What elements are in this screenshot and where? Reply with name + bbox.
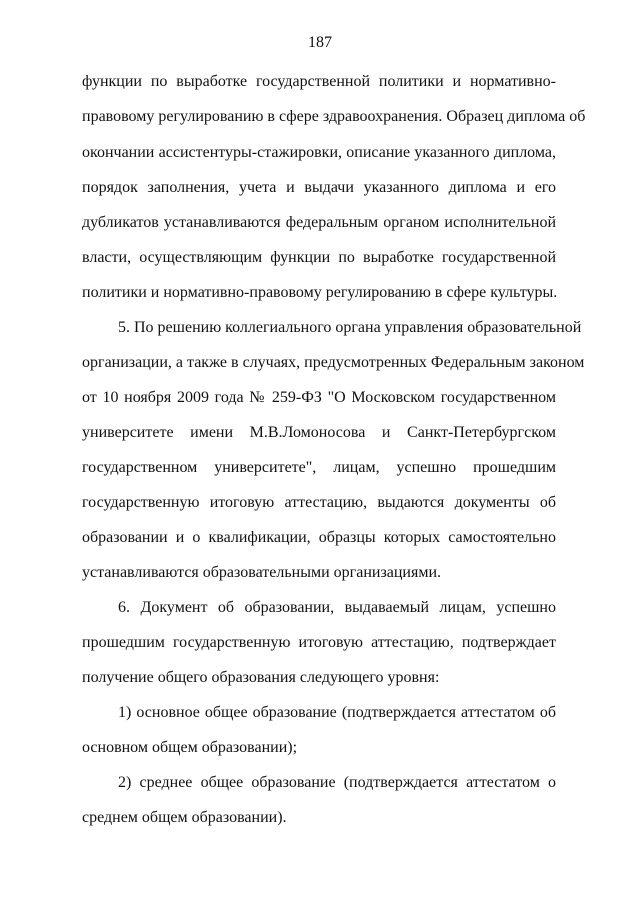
paragraph-5-first-line: 5. По решению коллегиального органа управления образовательной — [118, 319, 582, 336]
text-line: окончании ассистентуры-стажировки, описание указанного диплома, — [82, 144, 556, 161]
text-line: устанавливаются образовательными организациями. — [82, 564, 442, 581]
text-line: политики и нормативно-правовому регулированию в сфере культуры. — [82, 284, 558, 301]
list-item-1: 1) основное общее образование (подтверждается аттестатом об — [118, 704, 556, 721]
page-number: 187 — [308, 34, 332, 51]
text-line: функции по выработке государственной политики и нормативно- — [82, 73, 556, 90]
text-line: государственную итоговую аттестацию, выдаются документы об — [82, 494, 556, 511]
text-line: среднем общем образовании). — [82, 809, 287, 826]
text-line: дубликатов устанавливаются федеральным органом исполнительной — [82, 214, 556, 231]
text-line: власти, осуществляющим функции по выработке государственной — [82, 249, 556, 266]
text-line: прошедшим государственную итоговую аттестацию, подтверждает — [82, 634, 556, 651]
text-line: университете имени М.В.Ломоносова и Санкт-Петербургском — [82, 424, 556, 441]
text-line: получение общего образования следующего уровня: — [82, 669, 440, 686]
paragraph-6-first-line: 6. Документ об образовании, выдаваемый лицам, успешно — [118, 599, 556, 616]
text-line: порядок заполнения, учета и выдачи указанного диплома и его — [82, 179, 556, 196]
text-line: организации, а также в случаях, предусмотренных Федеральным законом — [82, 354, 585, 371]
text-line: от 10 ноября 2009 года № 259-ФЗ "О Московском государственном — [82, 389, 556, 406]
text-line: основном общем образовании); — [82, 739, 298, 756]
text-line: образовании и о квалификации, образцы которых самостоятельно — [82, 529, 556, 546]
text-line: правовому регулированию в сфере здравоохранения. Образец диплома об — [82, 108, 586, 125]
text-line: государственном университете", лицам, успешно прошедшим — [82, 459, 556, 476]
list-item-2: 2) среднее общее образование (подтверждается аттестатом о — [118, 774, 556, 791]
